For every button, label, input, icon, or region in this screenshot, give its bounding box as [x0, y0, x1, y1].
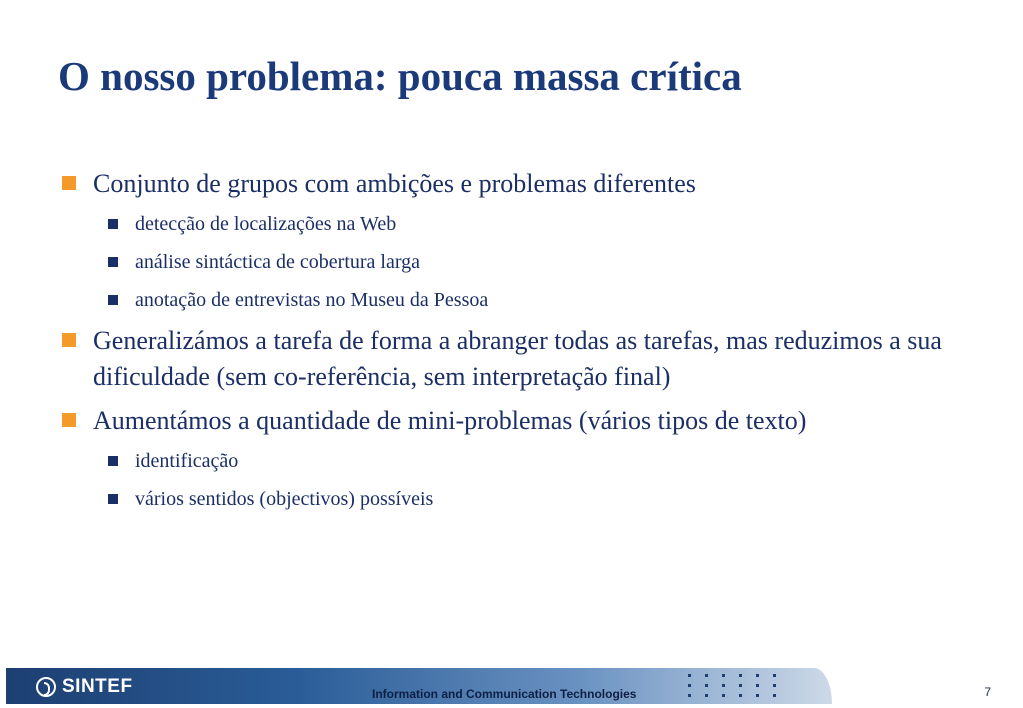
decorative-dot: [773, 674, 776, 677]
sub-bullet-text: detecção de localizações na Web: [135, 213, 397, 235]
decorative-dot: [739, 684, 742, 687]
decorative-dots: [688, 674, 788, 704]
logo-text: SINTEF: [62, 676, 133, 697]
sintef-logo-icon: [36, 677, 56, 697]
decorative-dot: [756, 674, 759, 677]
sub-bullet-text: análise sintáctica de cobertura larga: [135, 251, 421, 273]
orange-square-bullet-icon: [62, 176, 76, 190]
decorative-dot: [722, 674, 725, 677]
sub-bullet-item: [58, 243, 958, 281]
navy-square-bullet-icon: [108, 295, 118, 305]
sintef-logo: [36, 676, 133, 698]
bullet-list: [58, 166, 958, 518]
bullet-text: Conjunto de grupos com ambições e problemas diferentes: [93, 169, 696, 198]
decorative-dot: [722, 684, 725, 687]
decorative-dot: [773, 684, 776, 687]
decorative-dot: [688, 684, 691, 687]
sub-bullet-item: [58, 281, 958, 319]
decorative-dot: [705, 694, 708, 697]
bullet-item: [58, 323, 958, 395]
slide-footer: [6, 668, 1017, 708]
bullet-text: Generalizámos a tarefa de forma a abranger todas as tarefas, mas reduzimos a sua dificuldade (sem co-referência, sem interpretação final): [93, 326, 942, 391]
decorative-dot: [688, 694, 691, 697]
decorative-dot: [756, 684, 759, 687]
sub-bullet-text: identificação: [135, 450, 239, 472]
decorative-dot: [722, 694, 725, 697]
navy-square-bullet-icon: [108, 219, 118, 229]
decorative-dot: [705, 674, 708, 677]
navy-square-bullet-icon: [108, 257, 118, 267]
slide-title: O nosso problema: pouca massa crítica: [58, 53, 742, 99]
orange-square-bullet-icon: [62, 413, 76, 427]
decorative-dot: [756, 694, 759, 697]
navy-square-bullet-icon: [108, 456, 118, 466]
decorative-dot: [739, 674, 742, 677]
navy-square-bullet-icon: [108, 494, 118, 504]
sub-bullet-text: anotação de entrevistas no Museu da Pessoa: [135, 289, 489, 311]
page-number: 7: [984, 685, 991, 699]
decorative-dot: [688, 674, 691, 677]
sub-bullet-item: [58, 205, 958, 243]
decorative-dot: [705, 684, 708, 687]
bullet-item: [58, 166, 958, 202]
footer-caption: Information and Communication Technologies: [372, 687, 637, 701]
orange-square-bullet-icon: [62, 333, 76, 347]
decorative-dot: [739, 694, 742, 697]
bullet-item: [58, 403, 958, 439]
sub-bullet-text: vários sentidos (objectivos) possíveis: [135, 488, 434, 510]
sub-bullet-item: [58, 442, 958, 480]
bullet-text: Aumentámos a quantidade de mini-problemas (vários tipos de texto): [93, 406, 807, 435]
sub-bullet-item: [58, 480, 958, 518]
decorative-dot: [773, 694, 776, 697]
